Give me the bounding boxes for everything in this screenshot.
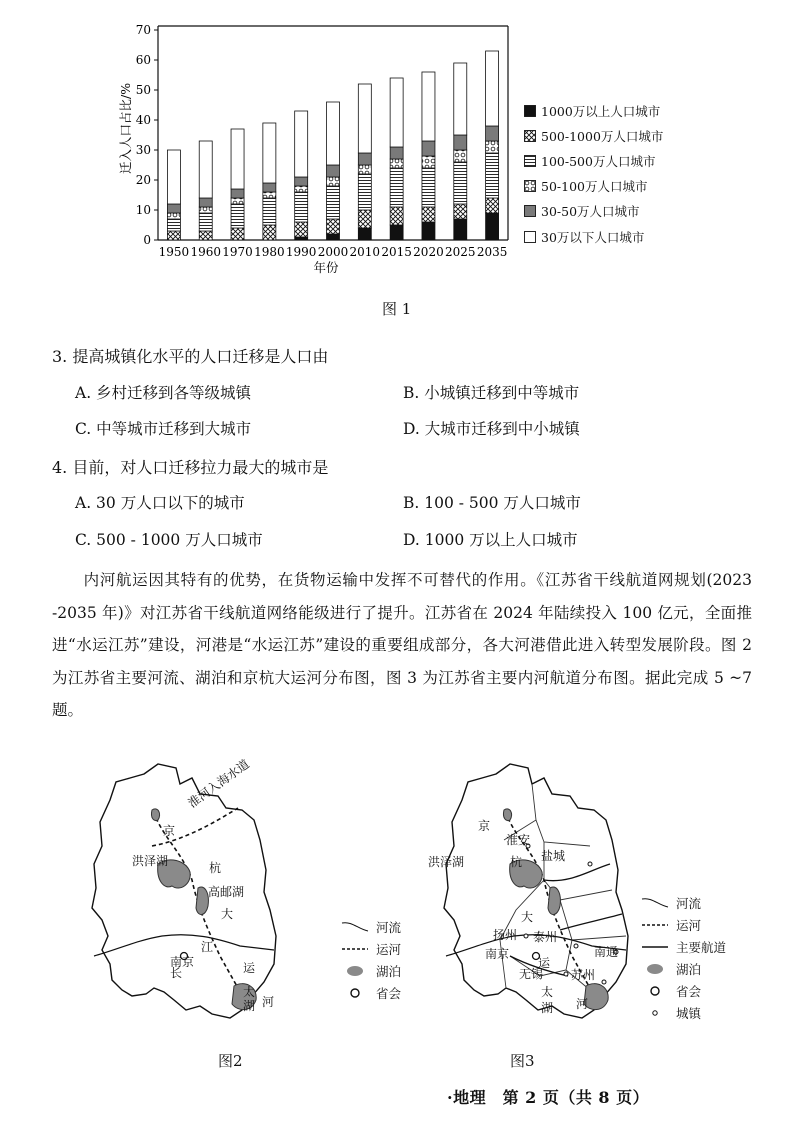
- legend-label: 运河: [676, 918, 702, 933]
- map3-label-yancheng: 盐城: [541, 849, 566, 863]
- bar-segment-1960-s4: [199, 198, 212, 207]
- bar-segment-1970-s5: [231, 129, 244, 189]
- legend-item: [524, 98, 663, 123]
- bar-segment-2020-s3: [422, 156, 435, 168]
- y-tick-label: 50: [135, 83, 151, 97]
- map2-label-canal-north: 淮河入海水道: [185, 756, 252, 811]
- bar-segment-2020-s2: [422, 168, 435, 207]
- bar-segment-1960-s1: [199, 231, 212, 240]
- map3-legend: [640, 892, 726, 1024]
- legend-label: 省会: [376, 986, 402, 1001]
- legend-canal: [640, 914, 726, 936]
- legend-item: [524, 123, 663, 148]
- bar-segment-1950-s3: [167, 213, 180, 219]
- lake-small: [503, 809, 511, 821]
- y-tick-label: 60: [135, 53, 151, 67]
- bar-segment-1970-s2: [231, 204, 244, 228]
- bar-segment-1950-s1: [167, 231, 180, 240]
- legend-item: [524, 199, 663, 224]
- y-tick-label: 40: [135, 113, 151, 127]
- legend-label: 湖泊: [376, 964, 402, 979]
- q3-option-b: B. 小城镇迁移到中等城市: [403, 384, 580, 402]
- y-tick-label: 20: [135, 173, 151, 187]
- map2-label-chang: 长: [170, 966, 183, 980]
- bar-segment-1950-s2: [167, 219, 180, 231]
- y-tick-label: 0: [143, 233, 151, 247]
- x-tick-label: 1970: [222, 245, 253, 259]
- q4-option-d: D. 1000 万以上人口城市: [403, 531, 578, 549]
- legend-label: 城镇: [676, 1006, 702, 1021]
- bar-segment-1960-s2: [199, 213, 212, 231]
- legend-label: 100-500万人口城市: [541, 153, 656, 169]
- map3-label-wuxi: 无锡: [519, 967, 544, 981]
- figure3-caption: 图3: [510, 1052, 535, 1070]
- x-tick-label: 2025: [444, 245, 476, 259]
- bar-segment-2025-s4: [454, 135, 467, 150]
- question-3-stem: 3. 提高城镇化水平的人口迁移是人口由: [52, 347, 329, 366]
- bar-segment-2015-s1: [390, 207, 403, 225]
- bar-segment-2000-s2: [327, 186, 340, 219]
- question-4-stem: 4. 目前，对人口迁移拉力最大的城市是: [52, 458, 329, 477]
- map3-label-yangzhou: 扬州: [493, 928, 518, 942]
- legend-lake: [340, 960, 401, 982]
- map3-label-da: 大: [521, 910, 534, 924]
- bar-segment-1980-s1: [263, 225, 276, 240]
- bar-segment-2025-s5: [454, 63, 467, 135]
- x-axis-label: 年份: [313, 260, 339, 274]
- bar-segment-2025-s1: [454, 204, 467, 219]
- y-tick-label: 10: [135, 203, 151, 217]
- bar-segment-2015-s4: [390, 147, 403, 159]
- bar-segment-2025-s2: [454, 162, 467, 204]
- map3-label-hang: 杭: [510, 855, 523, 869]
- bar-segment-2010-s0: [358, 228, 371, 240]
- gaoyou-lake: [548, 887, 560, 915]
- x-tick-label: 2020: [413, 245, 444, 259]
- map3-label-he: 河: [576, 997, 589, 1011]
- map2-label-jiang: 江: [201, 940, 214, 954]
- bar-segment-2035-s4: [486, 126, 499, 141]
- map2-label-hu: 湖: [243, 999, 256, 1013]
- map2-label-da: 大: [221, 907, 234, 921]
- legend-item: [524, 174, 663, 199]
- legend-town: [640, 1002, 726, 1024]
- bar-segment-1980-s3: [263, 192, 276, 198]
- bar-segment-1970-s4: [231, 189, 244, 198]
- legend-item: [524, 224, 663, 249]
- map3-label-tai: 太: [541, 985, 554, 999]
- bar-segment-2000-s3: [327, 177, 340, 186]
- legend-label: 30-50万人口城市: [541, 204, 640, 220]
- figure1-caption: 图 1: [382, 300, 412, 318]
- legend-label: 湖泊: [676, 962, 702, 977]
- bar-segment-1990-s4: [295, 177, 308, 186]
- bar-segment-2000-s4: [327, 165, 340, 177]
- legend-swatch: [524, 231, 536, 243]
- bar-segment-2035-s0: [486, 213, 499, 240]
- passage: [52, 564, 752, 727]
- passage-text: 内河航运因其特有的优势，在货物运输中发挥不可替代的作用。《江苏省干线航道网规划(2023 -2035 年)》对江苏省干线航道网络能级进行了提升。江苏省在 2024 年陆续投入 100 亿元，全面推进“水运江苏”建设，河港是“水运江苏”建设的重要组成部分，各大河港借此进入转型发展阶段。图 2 为江苏省主要河流、湖泊和京杭大运河分布图，图 3 为江苏省主要内河航道分布图。据此完成 5 ~7 题。: [52, 571, 752, 719]
- map2-legend: [340, 916, 401, 1004]
- bar-segment-2015-s2: [390, 168, 403, 207]
- bar-segment-2025-s3: [454, 150, 467, 162]
- bar-segment-2000-s1: [327, 219, 340, 234]
- map2-label-hongze: 洪泽湖: [132, 854, 169, 868]
- y-tick-label: 70: [135, 23, 151, 37]
- q4-option-a: A. 30 万人口以下的城市: [75, 494, 245, 512]
- bar-segment-1990-s1: [295, 222, 308, 237]
- map3-label-taizhou: 泰州: [533, 930, 558, 944]
- map2-label-jing: 京: [163, 824, 176, 838]
- x-tick-label: 2035: [476, 245, 508, 259]
- bar-segment-1960-s3: [199, 207, 212, 213]
- legend-item: [524, 148, 663, 173]
- legend-label: 30万以下人口城市: [541, 229, 645, 245]
- bar-segment-1970-s3: [231, 198, 244, 204]
- map3-label-hongze: 洪泽湖: [428, 855, 465, 869]
- map3-label-suzhou: 苏州: [571, 968, 596, 982]
- y-tick-label: 30: [135, 143, 151, 157]
- x-tick-label: 2015: [381, 245, 412, 259]
- chart-legend: [524, 98, 663, 249]
- legend-label: 1000万以上人口城市: [541, 103, 661, 119]
- bar-segment-2010-s4: [358, 153, 371, 165]
- lake-small: [151, 809, 159, 821]
- legend-swatch: [524, 155, 536, 167]
- gaoyou-lake: [196, 887, 208, 915]
- q4-option-c: C. 500 - 1000 万人口城市: [75, 531, 263, 549]
- x-tick-label: 1980: [254, 245, 285, 259]
- map2-label-gaoyou: 高邮湖: [208, 885, 245, 899]
- bar-segment-2020-s0: [422, 222, 435, 240]
- figure3-map: [440, 760, 640, 1025]
- legend-capital: [640, 980, 726, 1002]
- bar-segment-1950-s4: [167, 204, 180, 213]
- bar-segment-2010-s2: [358, 174, 371, 210]
- bar-segment-1990-s5: [295, 111, 308, 177]
- map2-label-hang: 杭: [209, 861, 222, 875]
- x-tick-label: 1990: [285, 245, 317, 259]
- legend-lake: [640, 958, 726, 980]
- x-tick-label: 1960: [190, 245, 222, 259]
- bar-segment-2035-s2: [486, 153, 499, 198]
- legend-river: [340, 916, 401, 938]
- bar-segment-1980-s4: [263, 183, 276, 192]
- legend-main-waterway: [640, 936, 726, 958]
- bar-segment-2000-s5: [327, 102, 340, 165]
- map2-label-yun: 运: [243, 961, 256, 975]
- legend-swatch: [524, 130, 536, 142]
- bar-segment-2035-s1: [486, 198, 499, 213]
- map3-label-hu: 湖: [541, 1001, 554, 1015]
- legend-capital: [340, 982, 401, 1004]
- bar-segment-2015-s0: [390, 225, 403, 240]
- map3-label-nantong: 南通: [594, 945, 619, 959]
- legend-canal: [340, 938, 401, 960]
- bar-segment-2020-s1: [422, 207, 435, 222]
- figure1-chart: [118, 14, 518, 274]
- legend-swatch: [524, 205, 536, 217]
- legend-label: 主要航道: [676, 940, 727, 955]
- legend-river: [640, 892, 726, 914]
- figure2-caption: 图2: [218, 1052, 243, 1070]
- y-axis-label: 迁入人口占比/%: [118, 82, 133, 174]
- province-outline: [92, 764, 276, 1018]
- bar-segment-1980-s2: [263, 198, 276, 225]
- map3-label-jing: 京: [478, 819, 491, 833]
- bar-segment-2010-s1: [358, 210, 371, 228]
- bar-segment-2035-s3: [486, 141, 499, 153]
- map3-label-nanjing: 南京: [485, 947, 510, 961]
- q3-option-a: A. 乡村迁移到各等级城镇: [75, 384, 252, 402]
- bar-segment-2010-s5: [358, 84, 371, 153]
- bar-segment-1970-s1: [231, 228, 244, 240]
- bar-segment-1960-s5: [199, 141, 212, 198]
- legend-swatch: [524, 180, 536, 192]
- bar-segment-2015-s3: [390, 159, 403, 168]
- bar-segment-2020-s4: [422, 141, 435, 156]
- legend-label: 河流: [676, 896, 702, 911]
- legend-label: 运河: [376, 942, 402, 957]
- x-tick-label: 1950: [158, 245, 190, 259]
- map2-label-tai: 太: [243, 985, 256, 999]
- map2-label-nanjing: 南京: [170, 955, 195, 969]
- bar-segment-2025-s0: [454, 219, 467, 240]
- legend-swatch: [524, 105, 536, 117]
- q4-option-b: B. 100 - 500 万人口城市: [403, 494, 581, 512]
- legend-label: 50-100万人口城市: [541, 179, 648, 195]
- bar-segment-1980-s5: [263, 123, 276, 183]
- bar-segment-1990-s3: [295, 186, 308, 192]
- q3-option-d: D. 大城市迁移到中小城镇: [403, 420, 580, 438]
- bar-segment-2010-s3: [358, 165, 371, 174]
- map3-label-huaian: 淮安: [506, 833, 531, 847]
- bar-segment-1950-s5: [167, 150, 180, 204]
- x-tick-label: 2000: [317, 245, 349, 259]
- bar-segment-2015-s5: [390, 78, 403, 147]
- page-footer: ·地理 第 2 页（共 8 页）: [447, 1088, 650, 1107]
- x-tick-label: 2010: [349, 245, 381, 259]
- bar-segment-2035-s5: [486, 51, 499, 126]
- map3-label-yun: 运: [538, 956, 551, 970]
- bar-segment-1990-s0: [295, 237, 308, 240]
- bar-segment-2020-s5: [422, 72, 435, 141]
- legend-label: 省会: [676, 984, 702, 999]
- legend-label: 500-1000万人口城市: [541, 128, 664, 144]
- bar-segment-1990-s2: [295, 192, 308, 222]
- map2-label-he: 河: [262, 995, 275, 1009]
- bar-segment-2000-s0: [327, 234, 340, 240]
- q3-option-c: C. 中等城市迁移到大城市: [75, 420, 252, 438]
- legend-label: 河流: [376, 920, 402, 935]
